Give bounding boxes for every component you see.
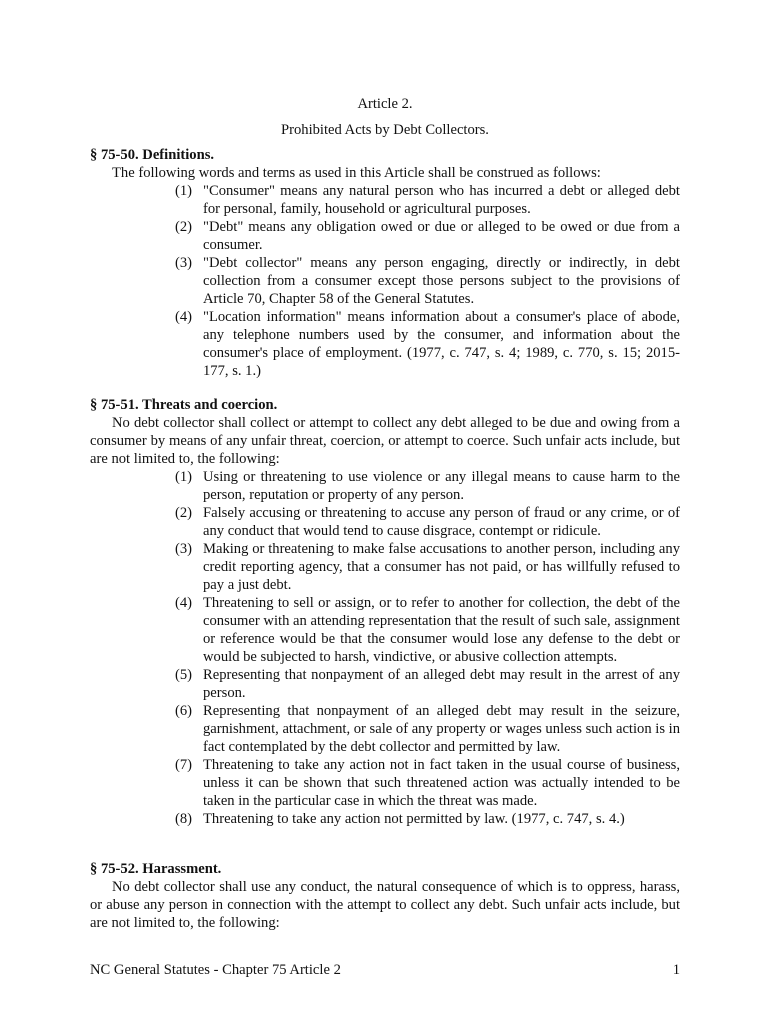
item-number: (4) <box>175 309 193 325</box>
section-75-52 <box>90 860 680 932</box>
list-item <box>90 666 680 702</box>
item-number: (4) <box>175 595 193 611</box>
list-item <box>90 540 680 594</box>
item-number: (1) <box>175 469 193 485</box>
article-title: Prohibited Acts by Debt Collectors. <box>281 122 489 138</box>
section-intro: No debt collector shall collect or attempt to collect any debt alleged to be due and owing from a consumer by means of any unfair threat, coercion, or attempt to coerce. Such unfair acts include, but are not limited to, the following: <box>90 415 680 467</box>
section-75-50 <box>90 146 680 380</box>
section-75-51 <box>90 396 680 828</box>
list-item <box>90 468 680 504</box>
item-text: Making or threatening to make false accusations to another person, including any credit reporting agency, that a consumer has not paid, or has willfully refused to pay a just debt. <box>203 541 680 593</box>
article-number: Article 2. <box>357 96 413 112</box>
item-text: "Debt" means any obligation owed or due or alleged to be owed or due from a consumer. <box>203 219 680 253</box>
section-heading: § 75-50. Definitions. <box>90 147 215 163</box>
item-text: Representing that nonpayment of an alleged debt may result in the seizure, garnishment, attachment, or sale of any property or wages unless such action is in fact contemplated by the debt collector and permitted by law. <box>203 703 681 755</box>
list-item <box>90 594 680 666</box>
item-text: "Location information" means information about a consumer's place of abode, any telephone numbers used by the consumer, and information about the consumer's place of employment. (1977, c. 747, s. 4; 1989, c. 770, s. 15; 2015-177, s. 1.) <box>203 309 680 379</box>
page-number: 1 <box>672 962 680 978</box>
page-footer <box>90 961 680 979</box>
section-intro: No debt collector shall use any conduct, the natural consequence of which is to oppress, harass, or abuse any person in connection with the attempt to collect any debt. Such unfair acts include, but are not limited to, the following: <box>90 879 680 931</box>
list-item <box>90 308 680 380</box>
item-number: (6) <box>175 703 193 719</box>
list-item <box>90 254 680 308</box>
item-text: Falsely accusing or threatening to accuse any person of fraud or any crime, or of any conduct that would tend to cause disgrace, contempt or ridicule. <box>203 505 680 539</box>
item-number: (5) <box>175 667 193 683</box>
section-intro: The following words and terms as used in this Article shall be construed as follows: <box>112 165 601 181</box>
item-number: (3) <box>175 255 193 271</box>
item-text: Threatening to take any action not in fact taken in the usual course of business, unless it can be shown that such threatened action was actually intended to be taken in the particular case in which the threat was made. <box>203 757 680 809</box>
list-item <box>90 504 680 540</box>
item-number: (3) <box>175 541 193 557</box>
item-number: (7) <box>175 757 193 773</box>
footer-title: NC General Statutes - Chapter 75 Article 2 <box>90 962 341 978</box>
item-text: Using or threatening to use violence or any illegal means to cause harm to the person, reputation or property of any person. <box>203 469 680 503</box>
item-number: (1) <box>175 183 193 199</box>
item-number: (2) <box>175 219 193 235</box>
list-item <box>90 702 680 756</box>
section-heading: § 75-52. Harassment. <box>90 861 222 877</box>
item-number: (8) <box>175 811 193 827</box>
item-text: Threatening to take any action not permitted by law. (1977, c. 747, s. 4.) <box>203 811 625 827</box>
list-item <box>90 182 680 218</box>
section-heading: § 75-51. Threats and coercion. <box>90 397 278 413</box>
list-item <box>90 810 680 828</box>
list-item <box>90 218 680 254</box>
list-item <box>90 756 680 810</box>
item-text: "Debt collector" means any person engaging, directly or indirectly, in debt collection from a consumer except those persons subject to the provisions of Article 70, Chapter 58 of the General Statutes. <box>203 255 680 307</box>
item-text: Representing that nonpayment of an alleged debt may result in the arrest of any person. <box>203 667 680 701</box>
item-number: (2) <box>175 505 193 521</box>
item-text: "Consumer" means any natural person who has incurred a debt or alleged debt for personal, family, household or agricultural purposes. <box>203 183 680 217</box>
item-text: Threatening to sell or assign, or to refer to another for collection, the debt of the consumer with an attending representation that the result of such sale, assignment or reference would be that the consumer would lose any defense to the debt or would be subjected to harsh, vindictive, or abusive collection attempts. <box>203 595 680 665</box>
